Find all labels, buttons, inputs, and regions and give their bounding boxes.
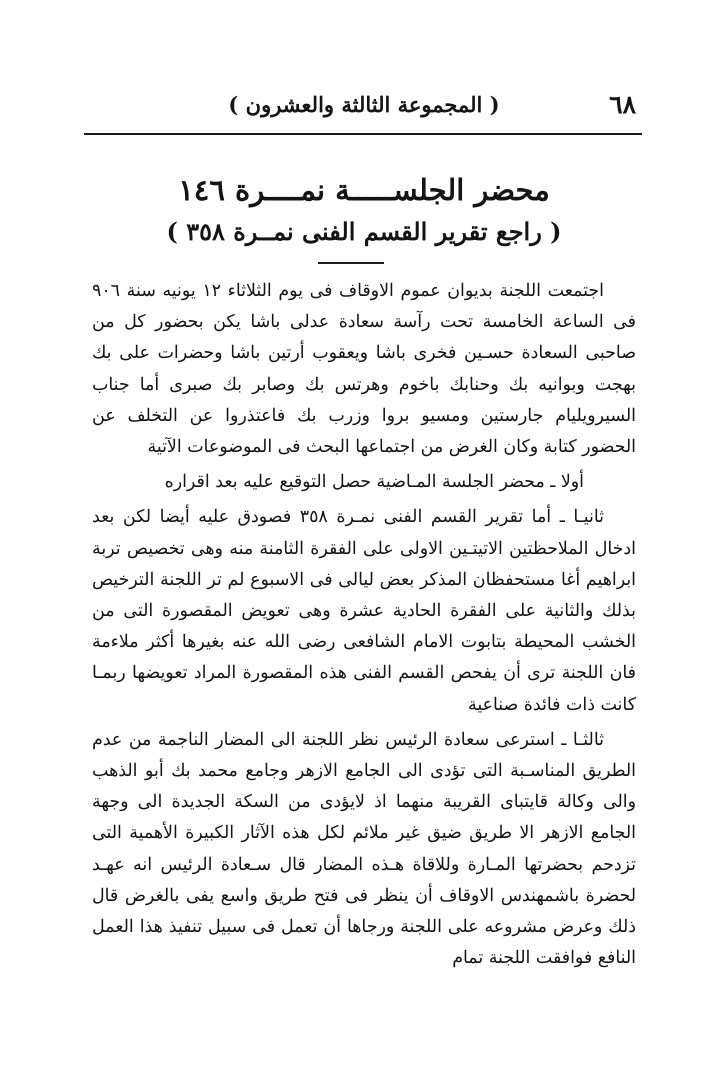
paragraph-intro: اجتمعت اللجنة بديوان عموم الاوقاف فى يوم الثلاثاء ١٢ يونيه سنة ٩٠٦ فى الساعة الخامسة تحت رآسة سعادة عدلى باشا يكن بحضور كل من صاحبى السعادة حسـين فخرى باشا ويعقوب أرتين باشا وحضرات على بك بهجت وبوانيه بك وحنابك باخوم وهرتس بك وصابر بك صبرى أما جناب السيرويليام جارستين ومسيو بروا وزرب بك فاعتذروا عن التخلف عن الحضور كتابة وكان الغرض من اجتماعها البحث فى الموضوعات الآتية — [92, 281, 636, 458]
title-block — [92, 168, 636, 252]
session-subtitle: ( راجع تقرير القسم الفنى نمــرة ٣٥٨ ) — [166, 217, 562, 246]
running-title: ( المجموعة الثالثة والعشرون ) — [228, 92, 500, 117]
page-number: ٦٨ — [609, 90, 636, 119]
header-divider — [84, 133, 642, 135]
session-title: محضر الجلســـــة نمــــرة ١٤٦ — [178, 173, 550, 207]
paragraph-second-item: ثانيـا ـ أما تقرير القسم الفنى نمـرة ٣٥٨ فصودق عليه أيضا لكن بعد ادخال الملاحظتين الاتيتـين الاولى على الفقرة الثامنة منه وهى تخصيص تربة ابراهيم أغا مستحفظان المذكر بعض ليالى فى الاسبوع لم تر اللجنة الترخيص بذلك والثانية على الفقرة الحادية عشرة وهى تعويض المقصورة التى من الخشب المحيطة بتابوت الامام الشافعى رضى الله عنه بغيرها أكثر ملاءمة فان اللجنة ترى أن يفحص القسم الفنى هذه المقصورة المراد تعويضها ربمـا كانت ذات فائدة صناعية — [92, 507, 636, 715]
title-divider — [318, 262, 384, 264]
document-body — [92, 276, 636, 974]
paragraph-third-item: ثالثـا ـ استرعى سعادة الرئيس نظر اللجنة الى المضار الناجمة من عدم الطريق المناسـبة التى تؤدى الى الجامع الازهر وجامع محمد بك أبو الذهب والى وكالة قايتباى القريبة منهما اذ لايؤدى من السكة الجديدة الى وجهة الجامع الازهر الا طريق ضيق غير ملائم لكل هذه الآثار الكبيرة الأهمية التى تزدحم بحضرتها المـارة وللاقاة هـذه المضار قال سـعادة الرئيس انه عهـد لحضرة باشمهندس الاوقاف أن ينظر فى فتح طريق واسع يفى بالغرض قال ذلك وعرض مشروعه على اللجنة ورجاها أن تعمل فى سبيل تنفيذ هذا العمل النافع فوافقت اللجنة تمام — [92, 729, 636, 969]
page-header — [92, 88, 636, 122]
paragraph-first-item: أولا ـ محضر الجلسة المـاضية حصل التوقيع عليه بعد اقراره — [164, 472, 584, 493]
